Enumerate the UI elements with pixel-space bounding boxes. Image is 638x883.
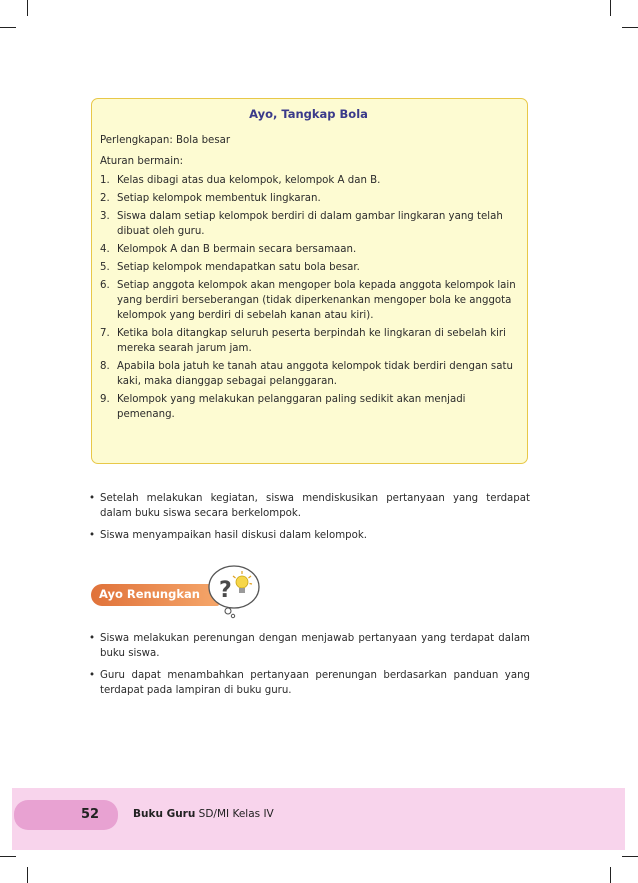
rule-text: Apabila bola jatuh ke tanah atau anggota kelompok tidak berdiri dengan satu kaki, maka dianggap sebagai pelanggaran. <box>117 361 513 387</box>
rule-number: 7. <box>100 328 110 339</box>
rule-text: Setiap kelompok mendapatkan satu bola besar. <box>117 262 360 273</box>
rule-item <box>100 260 517 275</box>
rule-item <box>100 191 517 206</box>
bullet-dot: • <box>89 530 96 541</box>
rule-text: Setiap kelompok membentuk lingkaran. <box>117 193 321 204</box>
after-activity-list <box>89 491 530 550</box>
rule-number: 9. <box>100 394 110 405</box>
bullet-text: Siswa melakukan perenungan dengan menjawab pertanyaan yang terdapat dalam buku siswa. <box>100 633 530 659</box>
rule-text: Siswa dalam setiap kelompok berdiri di dalam gambar lingkaran yang telah dibuat oleh guru. <box>117 211 503 237</box>
rules-list <box>100 173 517 422</box>
rule-number: 4. <box>100 244 110 255</box>
bullet-dot: • <box>89 493 96 504</box>
activity-box <box>91 98 528 464</box>
crop-mark <box>0 27 16 28</box>
list-item <box>89 668 530 698</box>
rule-text: Ketika bola ditangkap seluruh peserta berpindah ke lingkaran di sebelah kiri mereka searah jarum jam. <box>117 328 506 354</box>
rule-text: Kelas dibagi atas dua kelompok, kelompok A dan B. <box>117 175 381 186</box>
reflection-list <box>89 631 530 705</box>
rule-item <box>100 278 517 323</box>
footer-book-title <box>133 808 274 820</box>
rule-item <box>100 209 517 239</box>
rule-number: 8. <box>100 361 110 372</box>
bullet-text: Guru dapat menambahkan pertanyaan perenungan berdasarkan panduan yang terdapat pada lampiran di buku guru. <box>100 670 530 696</box>
rule-number: 5. <box>100 262 110 273</box>
crop-mark <box>622 856 638 857</box>
crop-mark <box>27 0 28 16</box>
crop-mark <box>622 27 638 28</box>
rule-number: 2. <box>100 193 110 204</box>
bullet-dot: • <box>89 670 96 681</box>
equipment-line: Perlengkapan: Bola besar <box>100 135 231 146</box>
list-item <box>89 631 530 661</box>
rule-item <box>100 392 517 422</box>
rule-item <box>100 359 517 389</box>
rule-text: Setiap anggota kelompok akan mengoper bola kepada anggota kelompok lain yang berdiri berseberangan (tidak diperkenankan mengoper bola ke anggota kelompok yang berdiri di sebelah kanan atau kiri). <box>117 280 516 321</box>
crop-mark <box>27 867 28 883</box>
list-item <box>89 528 530 543</box>
list-item <box>89 491 530 521</box>
bullet-text: Siswa menyampaikan hasil diskusi dalam kelompok. <box>100 530 367 541</box>
bullet-dot: • <box>89 633 96 644</box>
rule-number: 1. <box>100 175 110 186</box>
page-number-tab <box>14 800 118 830</box>
reflection-banner <box>91 584 219 606</box>
rules-heading: Aturan bermain: <box>100 156 183 167</box>
crop-mark <box>610 0 611 16</box>
page-number: 52 <box>81 807 100 822</box>
crop-mark <box>0 856 16 857</box>
crop-mark <box>610 867 611 883</box>
footer-book-bold: Buku Guru <box>133 808 196 820</box>
thought-bubble-question-lightbulb-icon <box>206 563 262 619</box>
rule-number: 3. <box>100 211 110 222</box>
rule-number: 6. <box>100 280 110 291</box>
activity-title: Ayo, Tangkap Bola <box>249 107 368 121</box>
svg-text:?: ? <box>219 578 232 603</box>
banner-label: Ayo Renungkan <box>99 587 200 601</box>
rule-text: Kelompok A dan B bermain secara bersamaan. <box>117 244 357 255</box>
rule-text: Kelompok yang melakukan pelanggaran paling sedikit akan menjadi pemenang. <box>117 394 466 420</box>
rule-item <box>100 242 517 257</box>
bullet-text: Setelah melakukan kegiatan, siswa mendiskusikan pertanyaan yang terdapat dalam buku siswa secara berkelompok. <box>100 493 530 519</box>
rule-item <box>100 173 517 188</box>
rule-item <box>100 326 517 356</box>
footer-book-rest: SD/MI Kelas IV <box>195 808 274 820</box>
